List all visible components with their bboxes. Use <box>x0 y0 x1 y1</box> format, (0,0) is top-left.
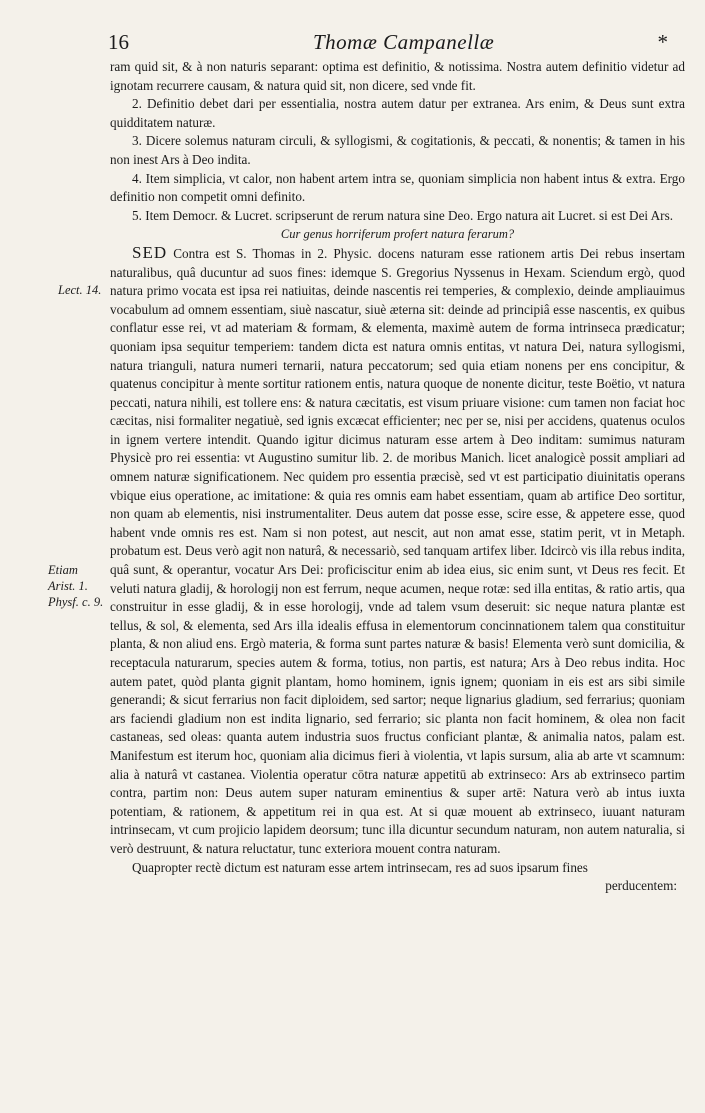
main-text <box>110 58 685 896</box>
sed-contra-text: Contra est S. Thomas in 2. Physic. docens naturam esse rationem artis Dei rebus insertam naturalibus, quâ ducuntur ad suos fines: idemque S. Gregorius Nyssenus in Hexam. Sciendum ergò, quod natura primo vocata est ipsa rei natiuitas, deinde nascentis rei temperies, & complexio, deinde ampliauimus vocabulum ad omnem essentiam, siuè nascatur, siuè æterna sit: deinde ad principiâ esse nascentis, ex quibus conflatur esse rei, vt ad materiam & formam, & elementa, maximè autem de forma intrinseca prædicatur; quoniam ipsa sequitur temperiem: tandem dicta est natura omnis entitas, vt natura Dei, natura syllogismi, natura trianguli, natura numeri ternarii, natura peccatorum; sed quia etiam nonens per ens concipitur, & quatenus concipitur à mente sortitur rationem entis, natura quoque de nonente dicitur, teste Boëtio, vt natura peccati, natura nihili, est tollere ens: & natura cæcitatis, est visum priuare visione: cum tamen non faciat hoc cæcitas, nisi formaliter negatiuè, sed ignis excæcat efficienter; nec per se, nisi per accidens, quatenus oculos in ignem vertere intendit. Quando igitur dicimus naturam esse artem à Deo inditam: sumimus naturam Physicè pro rei essentia: vt Augustino sumitur lib. 2. de moribus Manich. licet analogicè possit ampliari ad omnem naturæ significationem. Nec quidem pro essentia præcisè, sed vt est participatio diuinitatis operans vbique eius operatione, ac imitatione: & quia res omnis eam habet essentiam, quam ab artifice Deo sortitur, non quam ab elementis, nisi instrumentaliter. Deus autem dat posse esse, scire esse, & appetere esse, quod habent vnde omnis res est. Nam si non potest, aut nescit, aut non amat esse, statim perit, vt in Metaph. probatum est. Deus verò agit non naturâ, & necessariò, sed tanquam artifex liber. Idcircò vis illa rebus indita, quâ sunt, & operantur, vocatur Ars Dei: proficiscitur enim ab idea eius, sic enim sunt, vt Deus res fecit. Et veluti natura gladij, & horologij non est ferrum, neque acumen, neque rotæ: sed illa entitas, & ratio artis, qua construitur in esse gladij, & in esse horologij, vnde ad talem vsum deseruit: sic neque natura plantæ est tellus, & sol, & elementa, sed Ars illa idealis effusa in elementorum concinnationem talem qua constituitur planta, & non aliud ens. Ergò materia, & forma sunt partes naturæ & basis! Elementa verò sunt domicilia, & receptacula naturarum, species autem & forma, totius, non partis, est natura; Ars à Deo rebus indita. Hoc autem patet, quòd planta gignit plantam, homo hominem, ignis ignem; quoniam in eis est ars sibi simile generandi; & sicut ferrarius non facit diploidem, sed sartor; neque lignarius gladium, sed ferrarius; quoniam ars faciendi gladium non est indita lignario, sed ferrario; sic planta non facit hominem, & olea non facit castaneas, sed oleas: quanta autem industria suos fructus conficiant plantæ, & animalia natos, palam est. Manifestum est iterum hoc, quoniam alia dicimus fieri à violentia, vt lapis sursum, alia ab arte vt scamnum: alia à naturâ vt castanea. Violentia operatur cōtra naturæ appetitū ab extrinseco: Ars ab extrinseco partim contra, partim non: Deus autem super naturam eminentius & super artē: Natura verò ab intus iuxta potentiam, & rationem, & appetitum rei in qua est. At si quæ mouent ab extrinseco, iuuant naturam intrinsecam, vt cum projicio lapidem deorsum; tunc illa dicuntur secundum naturam, non autem naturalia, si verò destruunt, & natura reluctatur, tunc exteriora mouent contra naturam. <box>110 245 685 856</box>
section-heading: Cur genus horriferum profert natura ferarum? <box>280 227 515 242</box>
paragraph-objection-2: 2. Definitio debet dari per essentialia, nostra autem datur per extranea. Ars enim, & Deus sunt extra quidditatem naturæ. <box>110 96 685 130</box>
margin-note-line: Etiam <box>48 563 78 577</box>
catchword: perducentem: <box>605 878 677 894</box>
sed-initial: SED <box>132 242 168 262</box>
paragraph-objection-4: 4. Item simplicia, vt calor, non habent artem intra se, quoniam simplicia non habent intus & extra. Ergo definitio non competit omni definito. <box>110 170 685 205</box>
margin-note-lect: Lect. 14. <box>58 283 102 297</box>
page-number: 16 <box>108 30 129 54</box>
asterisk-mark: * <box>657 30 668 54</box>
margin-note-etiam <box>48 562 103 610</box>
margin-note-line: Arist. 1. <box>48 579 88 593</box>
paragraph-quapropter: Quapropter rectè dictum est naturam esse artem intrinsecam, res ad suos ipsarum fines <box>132 859 588 875</box>
paragraph-objection-1: ram quid sit, & à non naturis separant: optima est definitio, & notissima. Nostra autem definitio videtur ad ignotam recurrere causam, & natura quid sit, non dicere, sed vnde fit. <box>110 59 685 93</box>
page-header <box>108 30 668 56</box>
running-title: Thomæ Campanellæ <box>313 30 495 54</box>
margin-note-line: Physf. c. 9. <box>48 595 104 609</box>
paragraph-objection-3: 3. Dicere solemus naturam circuli, & syllogismi, & cogitationis, & peccati, & nonentis; & tamen in his non inest Ars à Deo indita. <box>110 133 685 167</box>
paragraph-sed-contra <box>110 244 685 859</box>
paragraph-objection-5: 5. Item Democr. & Lucret. scripserunt de rerum natura sine Deo. Ergo natura ait Lucret. si est Dei Ars. <box>132 207 674 223</box>
